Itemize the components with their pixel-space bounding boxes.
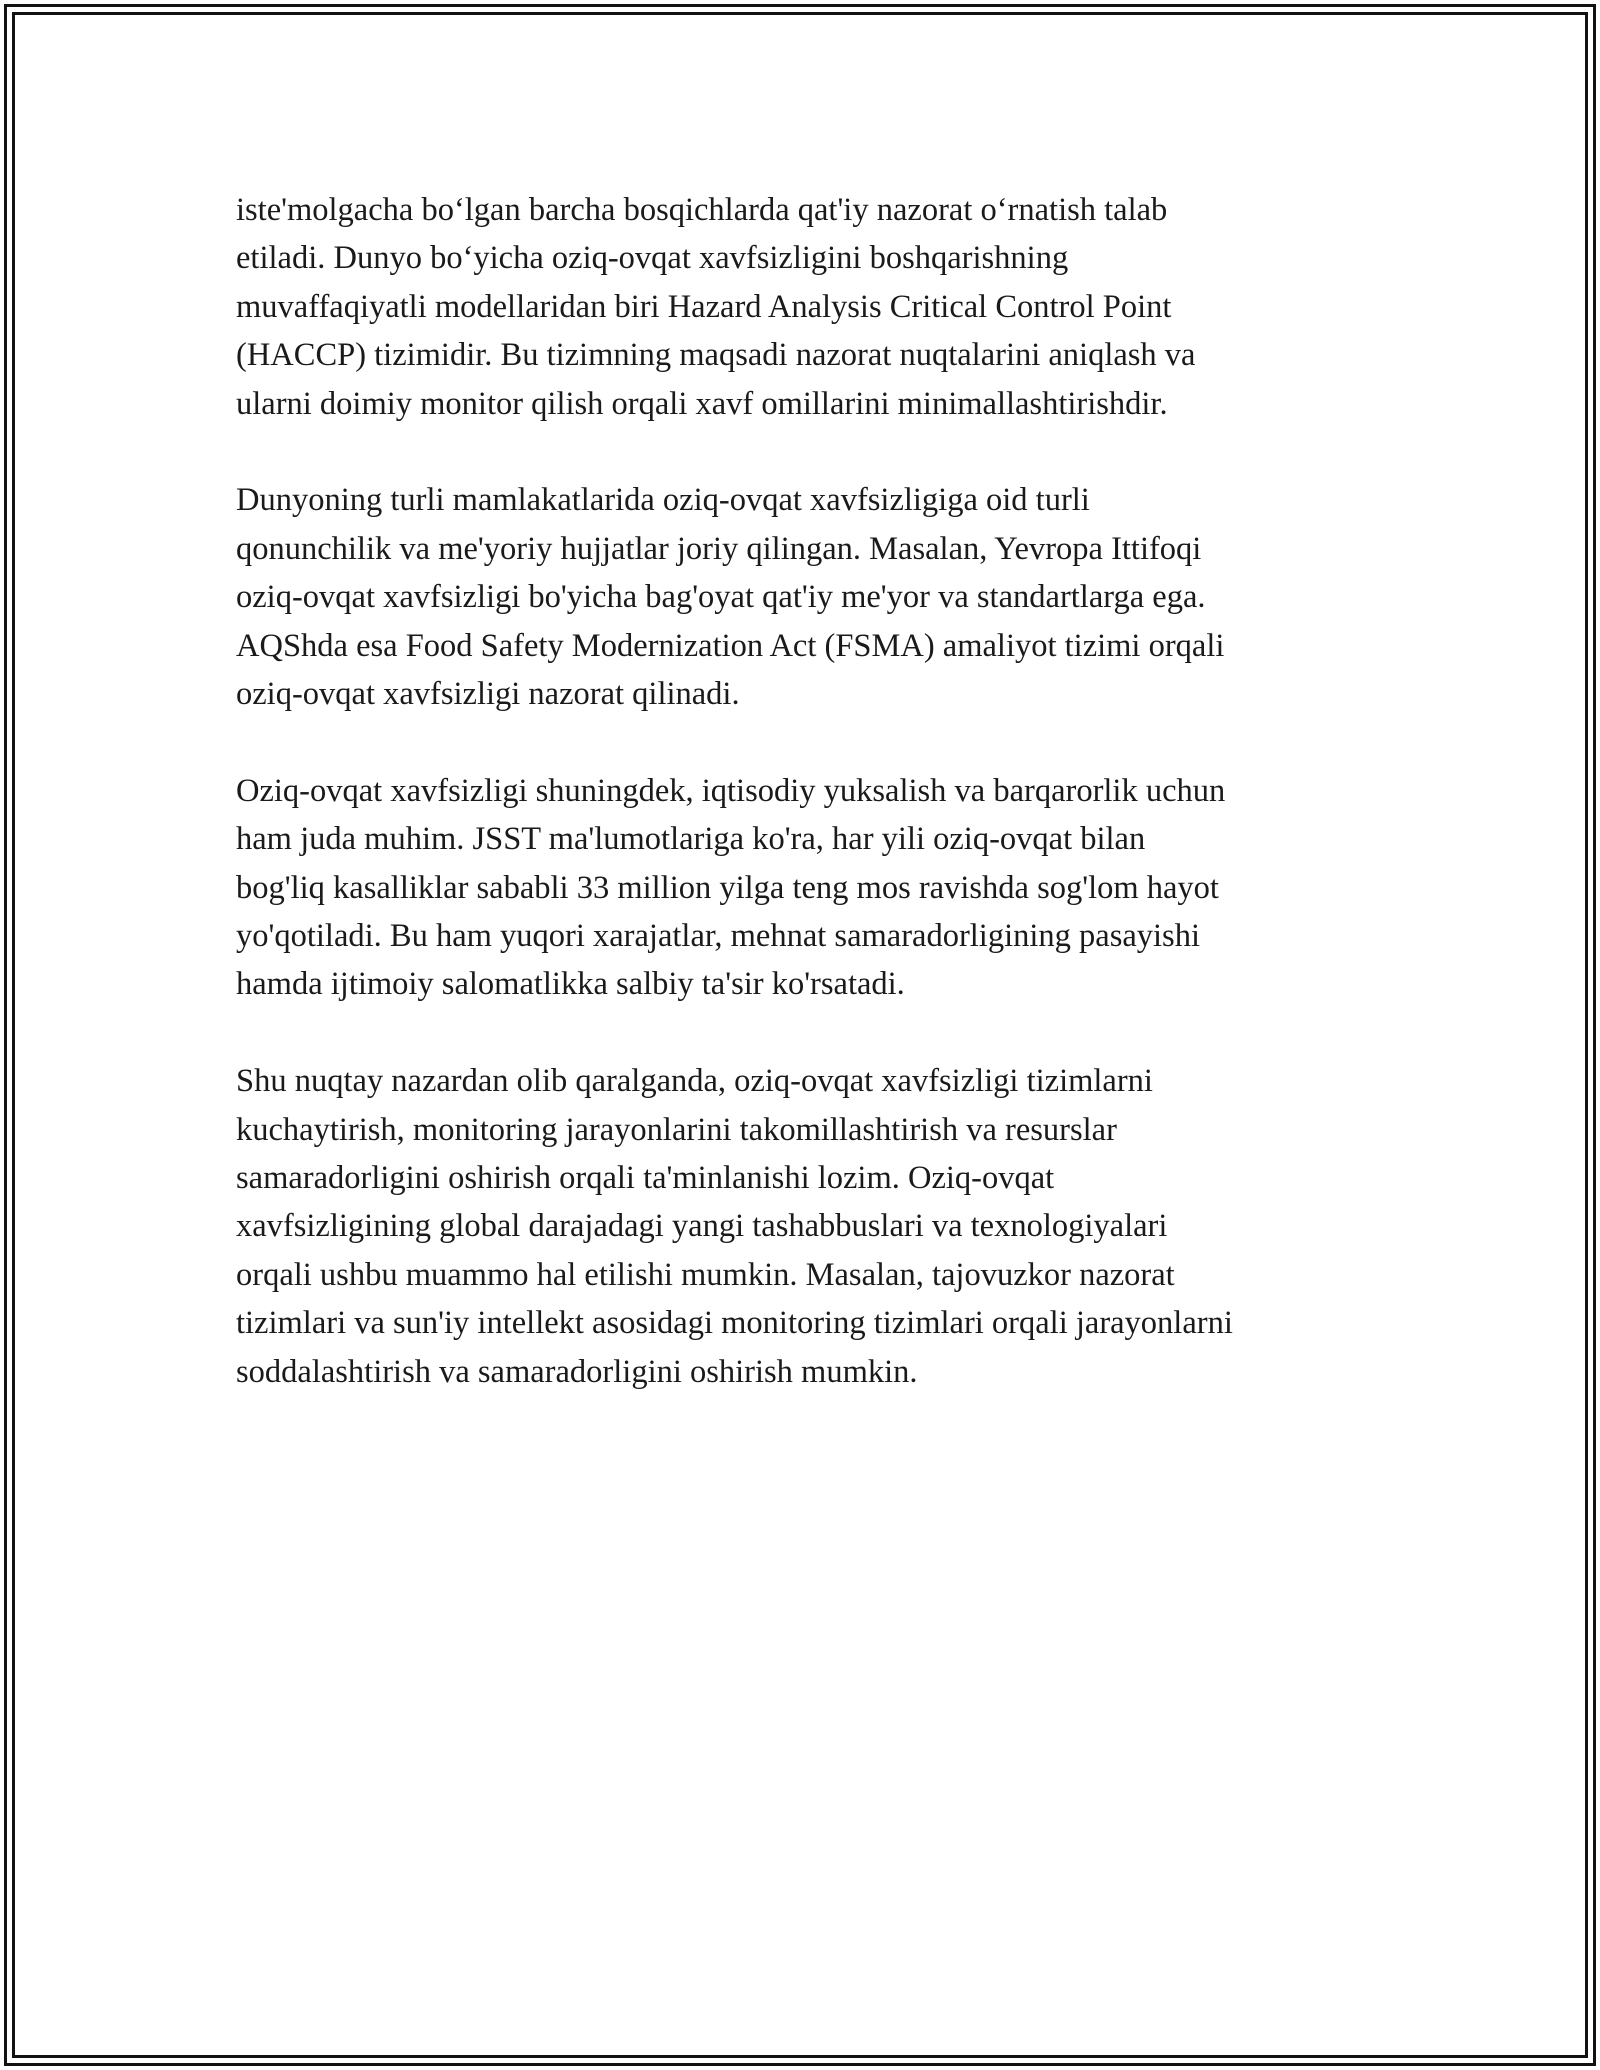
text-line: hamda ijtimoiy salomatlikka salbiy ta'sir ko'rsatadi. <box>236 966 905 1003</box>
text-line: soddalashtirish va samaradorligini oshirish mumkin. <box>236 1353 918 1390</box>
text-line: qonunchilik va me'yoriy hujjatlar joriy qilingan. Masalan, Yevropa Ittifoqi <box>236 530 1202 567</box>
text-line: bog'liq kasalliklar sababli 33 million yilga teng mos ravishda sog'lom hayot <box>236 869 1219 906</box>
paragraph-3 <box>236 767 1376 1009</box>
text-line: etiladi. Dunyo boʻyicha oziq-ovqat xavfsizligini boshqarishning <box>236 240 1069 277</box>
paragraph-1 <box>236 186 1376 428</box>
text-line: tizimlari va sun'iy intellekt asosidagi monitoring tizimlari orqali jarayonlarni <box>236 1305 1233 1342</box>
text-line: iste'molgacha boʻlgan barcha bosqichlarda qat'iy nazorat oʻrnatish talab <box>236 192 1168 228</box>
text-line: orqali ushbu muammo hal etilishi mumkin. Masalan, tajovuzkor nazorat <box>236 1256 1175 1293</box>
text-line: ularni doimiy monitor qilish orqali xavf omillarini minimallashtirishdir. <box>236 385 1168 422</box>
text-line: ham juda muhim. JSST ma'lumotlariga ko'ra, har yili oziq-ovqat bilan <box>236 821 1146 858</box>
text-line: kuchaytirish, monitoring jarayonlarini takomillashtirish va resurslar <box>236 1111 1117 1148</box>
document-body <box>236 186 1376 1445</box>
text-line: Oziq-ovqat xavfsizligi shuningdek, iqtisodiy yuksalish va barqarorlik uchun <box>236 772 1226 809</box>
text-line: yo'qotiladi. Bu ham yuqori xarajatlar, mehnat samaradorligining pasayishi <box>236 918 1200 955</box>
text-line: oziq-ovqat xavfsizligi bo'yicha bag'oyat qat'iy me'yor va standartlarga ega. <box>236 579 1206 616</box>
text-line: Dunyoning turli mamlakatlarida oziq-ovqat xavfsizligiga oid turli <box>236 482 1090 519</box>
paragraph-4 <box>236 1057 1376 1396</box>
paragraph-2 <box>236 476 1376 718</box>
text-line: oziq-ovqat xavfsizligi nazorat qilinadi. <box>236 676 740 713</box>
text-line: samaradorligini oshirish orqali ta'minlanishi lozim. Oziq-ovqat <box>236 1160 1055 1197</box>
text-line: (HACCP) tizimidir. Bu tizimning maqsadi nazorat nuqtalarini aniqlash va <box>236 337 1196 374</box>
text-line: AQShda esa Food Safety Modernization Act (FSMA) amaliyot tizimi orqali <box>236 627 1225 664</box>
text-line: xavfsizligining global darajadagi yangi tashabbuslari va texnologiyalari <box>236 1208 1168 1245</box>
text-line: Shu nuqtay nazardan olib qaralganda, oziq-ovqat xavfsizligi tizimlarni <box>236 1063 1153 1100</box>
text-line: muvaffaqiyatli modellaridan biri Hazard Analysis Critical Control Point <box>236 288 1172 325</box>
